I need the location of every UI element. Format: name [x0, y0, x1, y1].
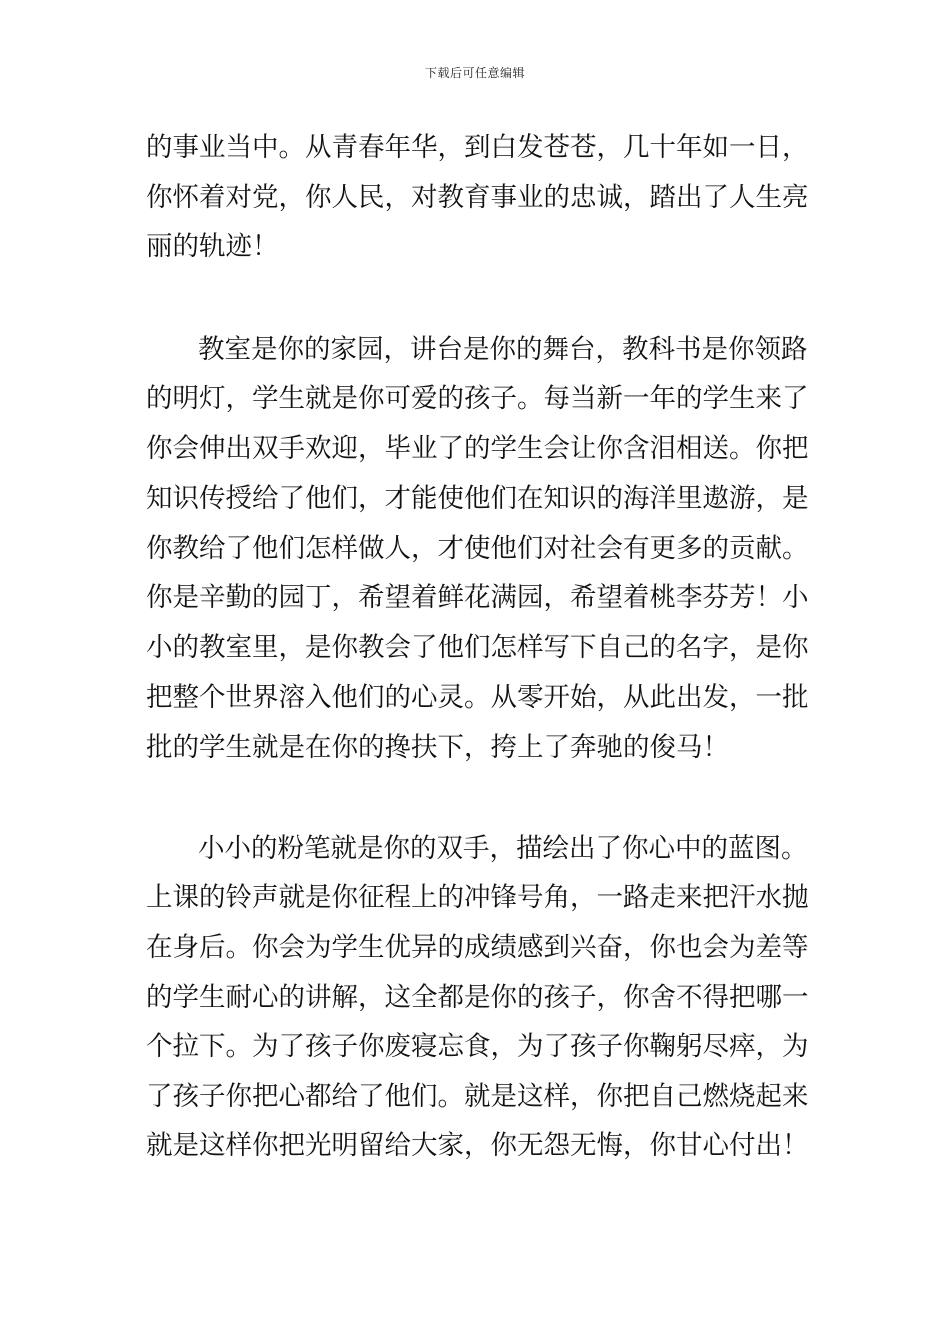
paragraph-2-line-1: 教室是你的家园，讲台是你的舞台，教科书是你领路	[198, 334, 808, 365]
paragraph-2-line-3: 你会伸出双手欢迎，毕业了的学生会让你含泪相送。你把	[146, 433, 809, 464]
paragraph-3-line-7: 就是这样你把光明留给大家，你无怨无悔，你甘心付出！	[146, 1130, 809, 1161]
paragraph-2-line-2: 的明灯，学生就是你可爱的孩子。每当新一年的学生来了	[146, 383, 809, 414]
paragraph-2-line-7: 小的教室里，是你教会了他们怎样写下自己的名字，是你	[146, 632, 809, 663]
paragraph-3-line-6: 了孩子你把心都给了他们。就是这样，你把自己燃烧起来	[146, 1081, 809, 1112]
paragraph-1-line-2: 你怀着对党，你人民，对教育事业的忠诚，踏出了人生亮	[146, 182, 809, 213]
paragraph-3-line-4: 的学生耐心的讲解，这全都是你的孩子，你舍不得把哪一	[146, 982, 809, 1013]
paragraph-2-line-5: 你教给了他们怎样做人，才使他们对社会有更多的贡献。	[146, 533, 809, 564]
paragraph-1-line-3: 丽的轨迹！	[146, 231, 279, 262]
paragraph-2-line-9: 批的学生就是在你的搀扶下，挎上了奔驰的俊马！	[146, 732, 729, 763]
paragraph-3-line-3: 在身后。你会为学生优异的成绩感到兴奋，你也会为差等	[146, 932, 809, 963]
paragraph-2-line-8: 把整个世界溶入他们的心灵。从零开始，从此出发，一批	[146, 682, 809, 713]
paragraph-1-line-1: 的事业当中。从青春年华，到白发苍苍，几十年如一日，	[146, 132, 809, 163]
paragraph-2-line-4: 知识传授给了他们，才能使他们在知识的海洋里遨游，是	[146, 483, 809, 514]
paragraph-3-line-1: 小小的粉笔就是你的双手，描绘出了你心中的蓝图。	[198, 833, 808, 864]
paragraph-2-line-6: 你是辛勤的园丁，希望着鲜花满园，希望着桃李芬芳！小	[146, 582, 809, 613]
header-note: 下载后可任意编辑	[424, 66, 525, 80]
paragraph-3-line-5: 个拉下。为了孩子你废寝忘食，为了孩子你鞠躬尽瘁，为	[146, 1031, 809, 1062]
paragraph-3-line-2: 上课的铃声就是你征程上的冲锋号角，一路走来把汗水抛	[146, 882, 809, 913]
